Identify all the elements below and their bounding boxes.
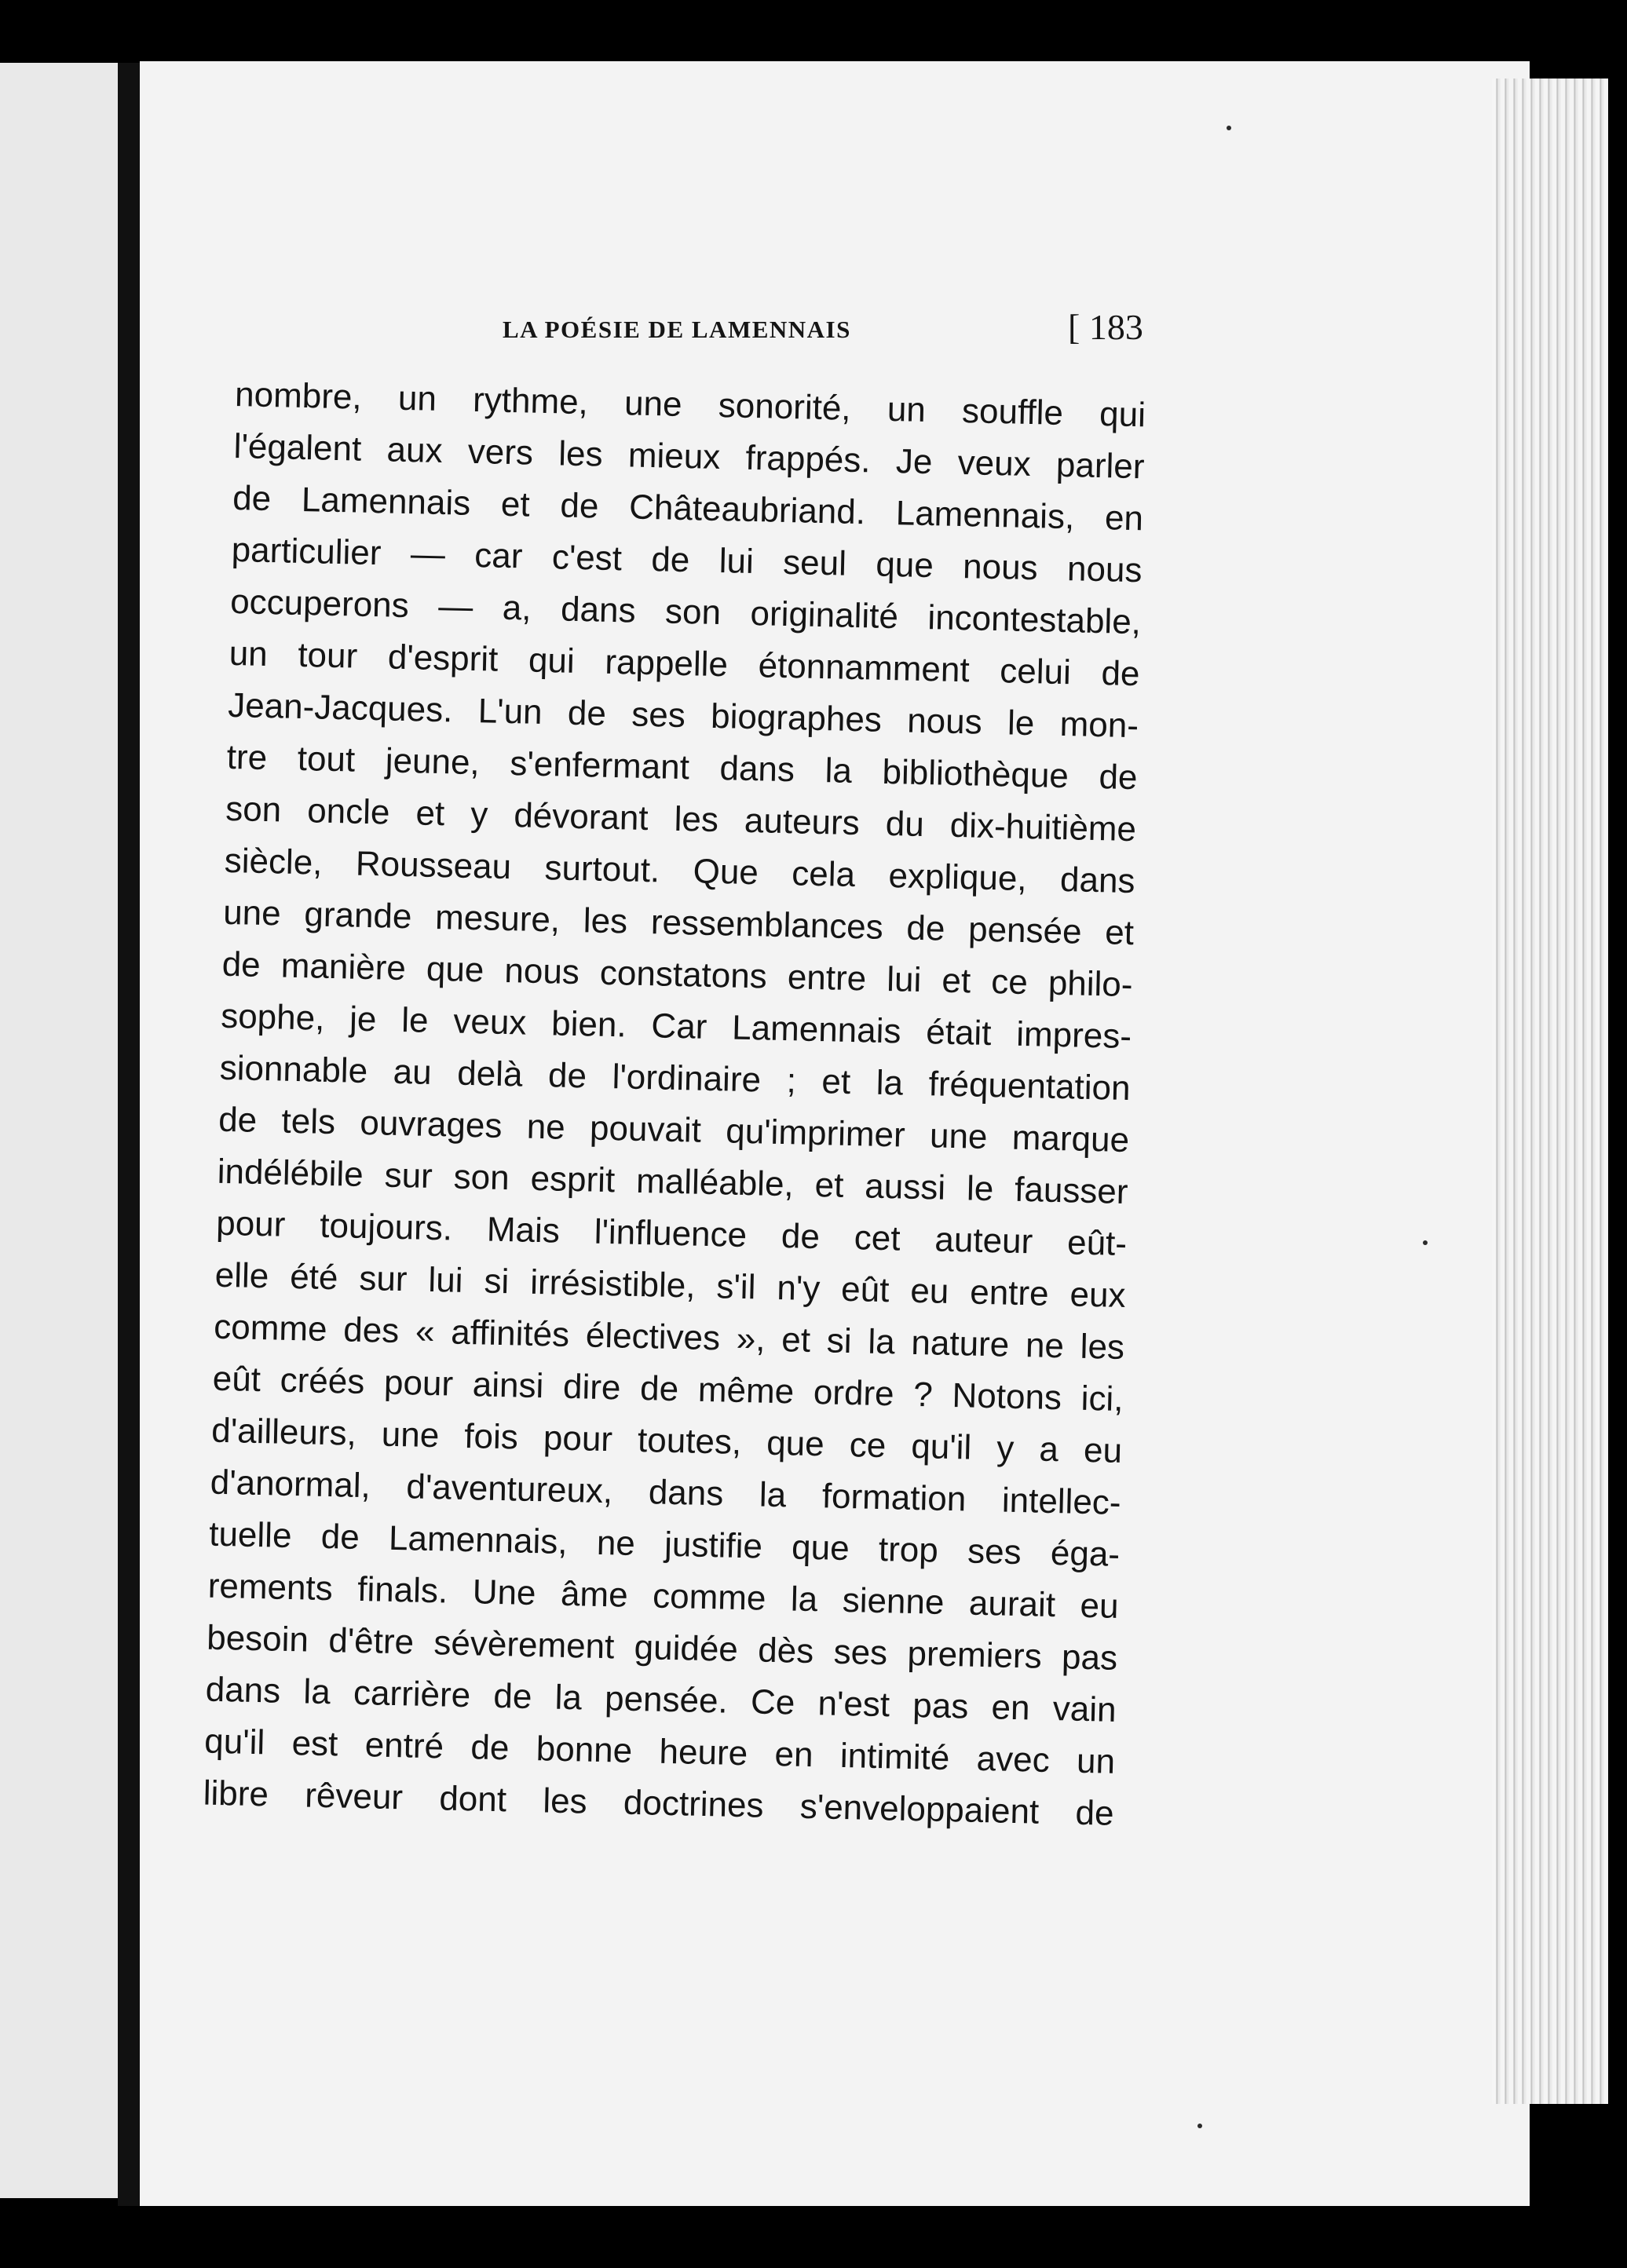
text-line: siècle, Rousseau surtout. Que cela explique, dans [224,841,1136,901]
text-line: tuelle de Lamennais, ne justifie que trop ses éga- [208,1514,1121,1574]
text-line: sionnable au delà de l'ordinaire ; et la fréquentation [219,1048,1132,1108]
text-line: occuperons — a, dans son originalité incontestable, [229,582,1142,642]
text-line: de tels ouvrages ne pouvait qu'imprimer une marque [218,1100,1130,1160]
page-stack-edge [1492,79,1608,2104]
text-line: l'égalent aux vers les mieux frappés. Je veux parler [233,426,1146,487]
text-line: une grande mesure, les ressemblances de pensée et [222,893,1135,953]
text-line: d'ailleurs, une fois pour toutes, que ce qu'il y a eu [210,1411,1123,1470]
page-header [503,306,1162,361]
text-line: qu'il est entré de bonne heure en intimité avec un [203,1722,1116,1781]
scan-speck [1227,126,1231,130]
text-line: un tour d'esprit qui rappelle étonnamment celui de [229,634,1141,694]
text-line: particulier — car c'est de lui seul que nous nous [231,530,1143,590]
text-line: sophe, je le veux bien. Car Lamennais était impres- [220,996,1132,1057]
scan-speck [1423,1240,1428,1245]
text-line: rements finals. Une âme comme la sienne aurait eu [207,1566,1120,1626]
scan-speck [1197,2124,1202,2128]
body-text [203,369,1146,1840]
running-title: LA POÉSIE DE LAMENNAIS [503,316,851,343]
text-line: d'anormal, d'aventureux, dans la formation intellec- [210,1463,1122,1522]
text-line: nombre, un rythme, une sonorité, un souffle qui [234,374,1146,435]
text-line: de manière que nous constatons entre lui et ce philo- [221,944,1134,1005]
text-line: indélébile sur son esprit malléable, et aussi le fausser [217,1152,1129,1212]
page-number: [ 183 [1068,307,1143,347]
text-line: son oncle et y dévorant les auteurs du dix-huitième [225,789,1137,849]
left-page-edge [0,63,118,2198]
text-line: comme des « affinités électives », et si la nature ne les [213,1307,1125,1367]
text-line: dans la carrière de la pensée. Ce n'est pas en vain [205,1670,1117,1729]
text-line: besoin d'être sévèrement guidée dès ses premiers pas [206,1618,1118,1678]
text-line: Jean-Jacques. L'un de ses biographes nous le mon- [227,685,1139,746]
text-line: eût créés pour ainsi dire de même ordre ? Notons ici, [212,1359,1124,1419]
text-line: libre rêveur dont les doctrines s'enveloppaient de [203,1773,1115,1833]
text-line: tre tout jeune, s'enfermant dans la bibliothèque de [226,737,1139,798]
text-line: elle été sur lui si irrésistible, s'il n'y eût eu entre eux [214,1255,1127,1316]
text-line: pour toujours. Mais l'influence de cet auteur eût- [215,1203,1128,1264]
book-gutter [118,63,140,2206]
text-line: de Lamennais et de Châteaubriand. Lamennais, en [232,478,1144,539]
